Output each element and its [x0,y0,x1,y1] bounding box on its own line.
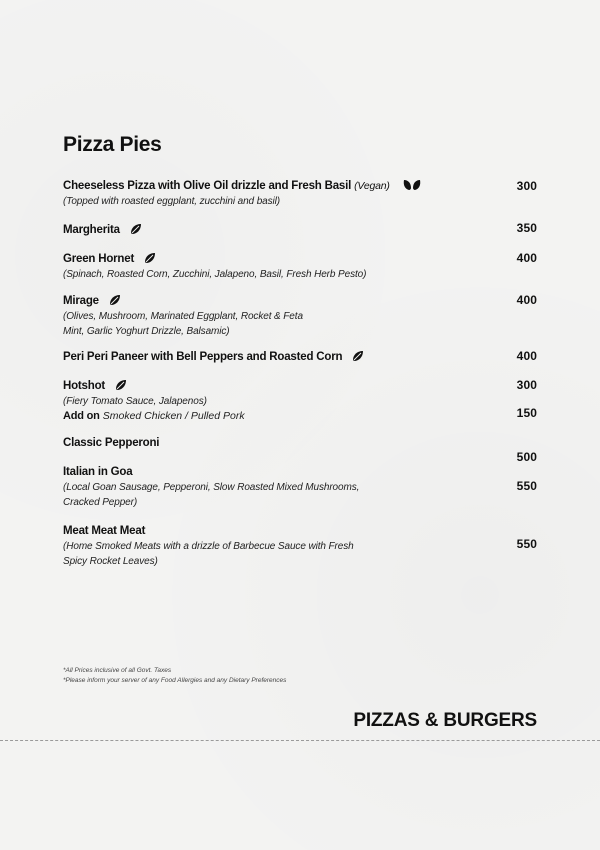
item-price: 400 [516,349,537,363]
item-description: (Topped with roasted eggplant, zucchini and basil) [63,196,280,207]
item-name: Cheeseless Pizza with Olive Oil drizzle and Fresh Basil [63,180,352,192]
menu-item-margherita [63,223,537,238]
menu-item-classic-pepperoni [63,436,537,451]
item-price: 550 [516,479,537,493]
section-banner: PIZZAS & BURGERS [353,710,537,731]
item-description: (Fiery Tomato Sauce, Jalapenos) [63,396,207,407]
item-name: Italian in Goa [63,466,133,478]
item-name: Margherita [63,224,120,236]
footnote-taxes: *All Prices inclusive of all Govt. Taxes [63,667,172,674]
item-price: 300 [516,179,537,193]
item-note: (Vegan) [354,180,390,192]
menu-item-hotshot [63,379,537,423]
footnote-allergies: *Please inform your server of any Food Allergies and any Dietary Preferences [63,677,287,684]
footnotes [63,666,286,686]
veg-leaf-icon [352,350,364,362]
veg-leaf-icon [130,223,142,235]
item-price: 500 [516,450,537,464]
item-name: Green Hornet [63,253,135,265]
item-name: Peri Peri Paneer with Bell Peppers and Roasted Corn [63,351,343,363]
vegan-leaves-icon [402,179,422,191]
menu-item-green-hornet [63,252,537,282]
item-name: Classic Pepperoni [63,437,160,449]
item-price: 350 [516,221,537,235]
veg-leaf-icon [115,379,127,391]
menu-item-meat-meat-meat [63,524,537,569]
item-name: Meat Meat Meat [63,525,146,537]
item-description-line1: (Home Smoked Meats with a drizzle of Barbecue Sauce with Fresh [63,541,354,552]
page-title: Pizza Pies [63,133,162,156]
item-price: 400 [516,293,537,307]
addon-label: Add on [63,410,100,422]
menu-item-peri-peri-paneer [63,350,537,365]
item-description-line2: Cracked Pepper) [63,497,138,508]
menu-item-italian-in-goa [63,465,537,510]
item-description-line1: (Olives, Mushroom, Marinated Eggplant, Rocket & Feta [63,311,303,322]
menu-item-cheeseless-pizza [63,179,537,209]
item-name: Hotshot [63,380,106,392]
item-price: 550 [516,537,537,551]
item-description: (Spinach, Roasted Corn, Zucchini, Jalapeno, Basil, Fresh Herb Pesto) [63,269,367,280]
menu-item-mirage [63,294,537,339]
veg-leaf-icon [109,294,121,306]
item-description-line1: (Local Goan Sausage, Pepperoni, Slow Roasted Mixed Mushrooms, [63,482,360,493]
item-price: 300 [516,378,537,392]
item-price: 400 [516,251,537,265]
addon-price: 150 [516,406,537,420]
item-description-line2: Mint, Garlic Yoghurt Drizzle, Balsamic) [63,326,230,337]
addon-text: Smoked Chicken / Pulled Pork [102,410,245,422]
divider [0,740,600,741]
item-addon [63,409,537,423]
item-name: Mirage [63,295,99,307]
item-description-line2: Spicy Rocket Leaves) [63,556,158,567]
veg-leaf-icon [144,252,156,264]
